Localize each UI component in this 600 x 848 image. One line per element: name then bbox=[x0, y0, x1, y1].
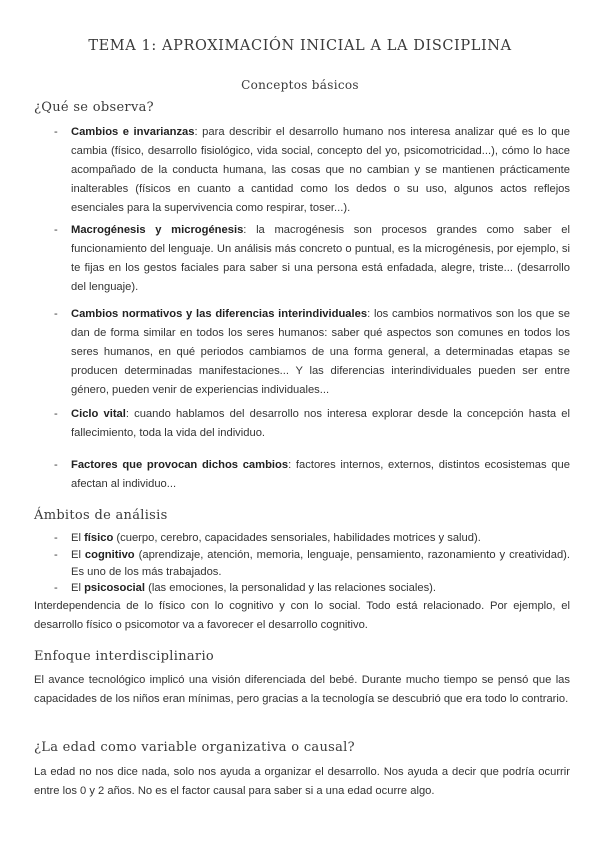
section-heading-enfoque: Enfoque interdisciplinario bbox=[34, 649, 215, 664]
list-item bbox=[34, 305, 570, 400]
list-item bbox=[34, 123, 570, 218]
bullet-term: cognitivo bbox=[84, 549, 135, 561]
list-item bbox=[34, 456, 570, 494]
document-title: TEMA 1: APROXIMACIÓN INICIAL A LA DISCIPLINA bbox=[88, 38, 512, 54]
bullet-text: (cuerpo, cerebro, capacidades sensoriales, habilidades motrices y salud). bbox=[113, 532, 481, 544]
bullet-text: : para describir el desarrollo humano nos interesa analizar qué es lo que cambia (físico, desarrollo fisiológico, vida social, concepto del yo, psicomotricidad...), cómo lo hace acompañado de la conducta humana, las cosas que no cambian y se mantienen prácticamente inalterables (físicos en cuanto a cantidad como los dedos o su uso, algunos actos reflejos esenciales para la supervivencia como respirar, toser...). bbox=[71, 126, 570, 214]
bullet-text: : factores internos, externos, distintos ecosistemas que afectan al individuo... bbox=[71, 459, 570, 490]
bullet-text: (las emociones, la personalidad y las relaciones sociales). bbox=[145, 582, 437, 594]
section-heading-edad: ¿La edad como variable organizativa o causal? bbox=[34, 740, 355, 755]
bullet-prefix: El bbox=[71, 582, 85, 594]
bullet-term: psicosocial bbox=[84, 582, 145, 594]
list-item bbox=[34, 405, 570, 443]
bullet-term: Macrogénesis y microgénesis bbox=[71, 224, 244, 236]
bullet-term: físico bbox=[84, 532, 114, 544]
bullet-text: (aprendizaje, atención, memoria, lenguaje, pensamiento, razonamiento y creatividad). Es uno de los más trabajados. bbox=[71, 549, 570, 579]
section-paragraph: La edad no nos dice nada, solo nos ayuda a organizar el desarrollo. Nos ayuda a decir que podría ocurrir entre los 0 y 2 años. No es el factor causal para saber si a una edad ocurre algo. bbox=[34, 766, 570, 797]
bullet-term: Factores que provocan dichos cambios bbox=[71, 459, 289, 471]
bullet-prefix: El bbox=[71, 549, 85, 561]
section-heading-que-se-observa: ¿Qué se observa? bbox=[34, 100, 154, 115]
list-item bbox=[34, 530, 570, 547]
bullet-term: Cambios normativos y las diferencias interindividuales bbox=[71, 308, 368, 320]
section-paragraph: Interdependencia de lo físico con lo cognitivo y con lo social. Todo está relacionado. Por ejemplo, el desarrollo físico o psicomotor va a favorecer el desarrollo cognitivo. bbox=[34, 600, 570, 631]
bullet-dash: - bbox=[54, 549, 58, 561]
list-item bbox=[34, 547, 570, 582]
bullet-dash: - bbox=[54, 408, 58, 420]
bullet-text: : cuando hablamos del desarrollo nos interesa explorar desde la concepción hasta el fallecimiento, toda la vida del individuo. bbox=[71, 408, 570, 439]
list-item bbox=[34, 221, 570, 297]
section-heading-ambitos: Ámbitos de análisis bbox=[34, 508, 168, 523]
bullet-term: Cambios e invarianzas bbox=[71, 126, 195, 138]
section-paragraph: El avance tecnológico implicó una visión diferenciada del bebé. Durante mucho tiempo se pensó que las capacidades de los niños eran mínimas, pero gracias a la tecnología se descubrió que era todo lo contrario. bbox=[34, 674, 570, 705]
bullet-dash: - bbox=[54, 308, 58, 320]
bullet-text: : la macrogénesis son procesos grandes como saber el funcionamiento del lenguaje. Un análisis más concreto o puntual, es la microgénesis, por ejemplo, si te fijas en los gestos faciales para saber si una persona está enfadada, alegre, triste... (desarrollo del lenguaje). bbox=[71, 224, 570, 293]
bullet-dash: - bbox=[54, 582, 58, 594]
list-item bbox=[34, 580, 570, 597]
document-subtitle: Conceptos básicos bbox=[241, 78, 359, 92]
bullet-dash: - bbox=[54, 126, 58, 138]
bullet-dash: - bbox=[54, 459, 58, 471]
bullet-text: : los cambios normativos son los que se dan de forma similar en todos los seres humanos: saber qué aspectos son comunes en todos los seres humanos, en qué periodos cambiamos de una forma general, a determinadas etapas se producen determinadas manifestaciones... Y las diferencias interindividuales pueden ser entre género, pueden venir de experiencias individuales... bbox=[71, 308, 570, 396]
bullet-term: Ciclo vital bbox=[71, 408, 126, 420]
bullet-prefix: El bbox=[71, 532, 85, 544]
bullet-dash: - bbox=[54, 224, 58, 236]
bullet-dash: - bbox=[54, 532, 58, 544]
